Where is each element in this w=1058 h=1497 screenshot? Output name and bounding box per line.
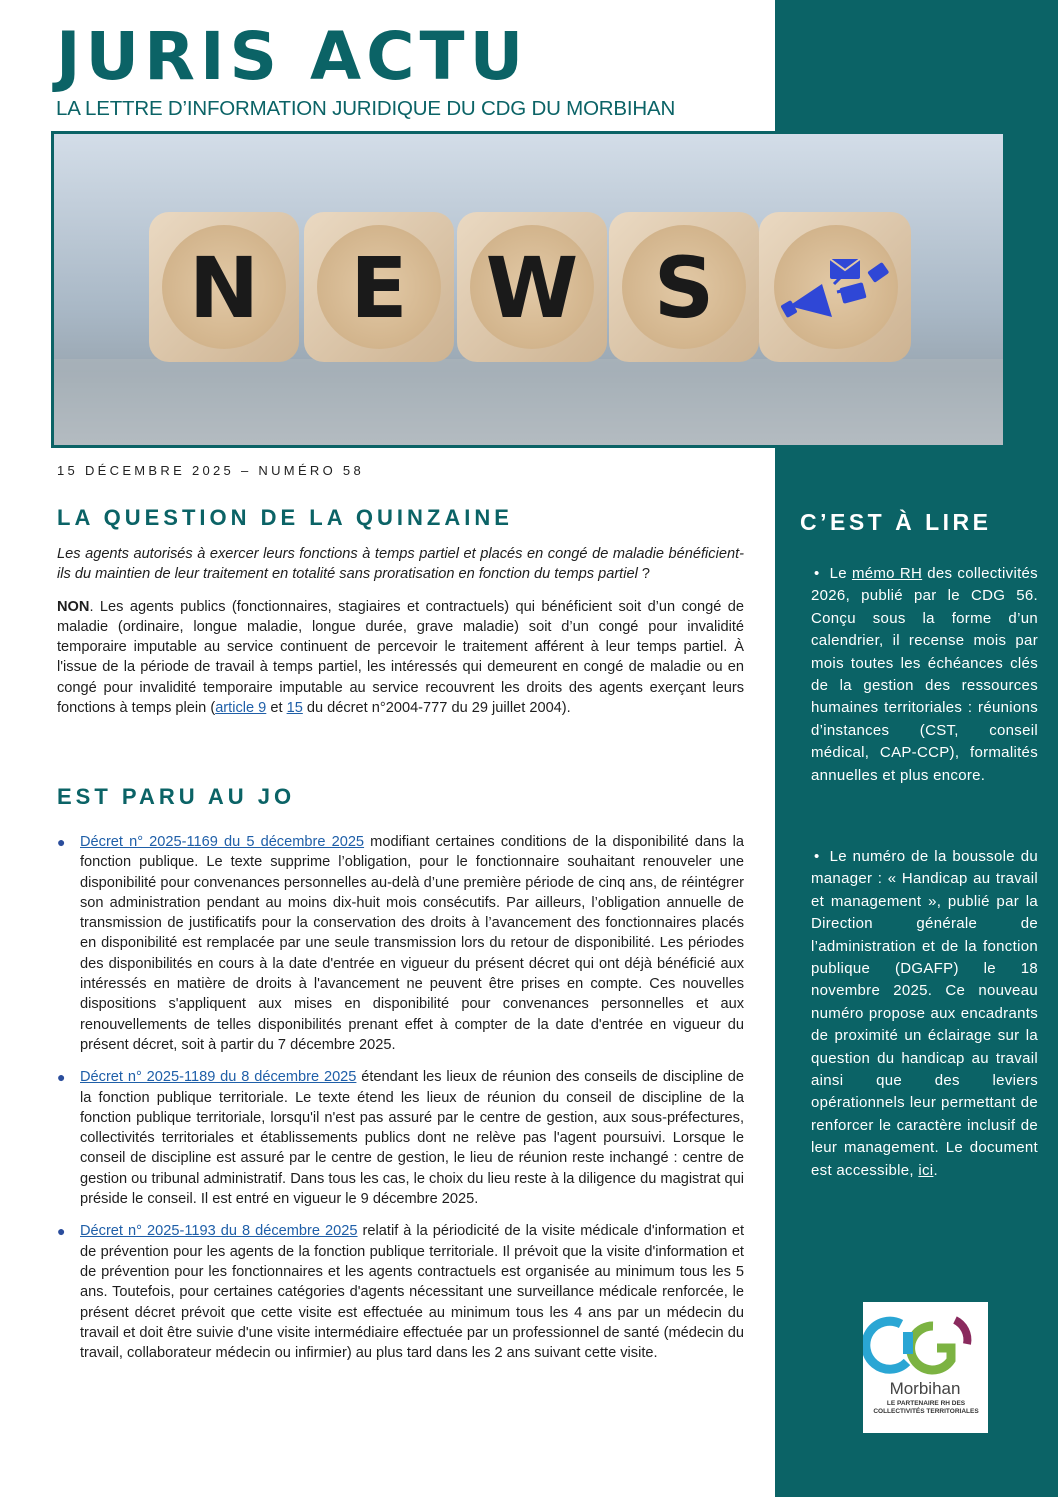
document-link[interactable]: ici [918,1161,934,1179]
issue-date-number: 15 DÉCEMBRE 2025 – NUMÉRO 58 [57,463,364,478]
list-item: ● Décret n° 2025-1189 du 8 décembre 2025 étendant les lieux de réunion des conseils de discipline de la fonction publique territoriale. Le texte étend les lieux de réunion du conseil de discipline de la fonction publique territoriale, lorsqu'il n'est pas assuré par le centre de gestion, aux sous-préfectures, collectivités territoriales et établissements publics dont ne relève pas l'agent poursuivi. Lorsque le conseil de discipline est assuré par le centre de gestion, le lieu de réunion reste inchangé : centre de gestion ou tribunal administratif. Dans tous les cas, le choix du lieu reste à la diligence du magistrat qui préside le conseil. Il est entré en vigueur le 9 décembre 2025. [57,1069,744,1208]
list-item: ● Décret n° 2025-1193 du 8 décembre 2025 relatif à la périodicité de la visite médicale d'information et de prévention pour les agents de la fonction publique territoriale. Il prévoit que la visite d'information et de prévention pour les fonctionnaires et les agents contractuels est organisée au minimum tous les 5 ans. Toutefois, pour certaines catégories d'agents nécessitant une surveillance médicale renforcée, le présent décret prévoit que cette visite est effectuée au minimum tous les 4 ans par un médecin du travail et doit être suivie d'une visite intermédiaire effectuée par un professionnel de santé (médecin du travail, collaborateur médecin ou infirmier) au plus tard dans les 2 ans suivant cette visite. [57,1223,744,1362]
article-15-link[interactable]: 15 [286,700,303,717]
cube-letter-n: N [188,239,260,337]
decree-link[interactable]: Décret n° 2025-1193 du 8 décembre 2025 [80,1223,358,1240]
cube-letter-e: E [350,239,408,337]
answer-lead: NON [57,598,90,615]
bullet-icon: • [814,565,820,582]
cube-letter-w: W [485,239,579,337]
jo-heading: EST PARU AU JO [57,784,296,809]
article-9-link[interactable]: article 9 [215,700,267,717]
sidebar-heading: C’EST À LIRE [800,509,992,535]
bullet-icon: • [814,848,820,865]
sidebar-item-boussole: • Le numéro de la boussole du manager : « Handicap au travail et management », publié par la Direction générale de l’administration et de la fonction publique (DGAFP) le 18 novembre 2025. Ce nouveau numéro propose aux encadrants de proximité un éclairage sur la question du handicap au travail ainsi que des leviers opérationnels leur permettant de renforcer le caractère inclusif de leur management. Le document est accessible, ici. [811,848,1038,1179]
bullet-icon: ● [57,1223,66,1240]
cdg-morbihan-logo [863,1302,988,1433]
decree-link[interactable]: Décret n° 2025-1169 du 5 décembre 2025 [80,834,365,850]
question-heading: LA QUESTION DE LA QUINZAINE [57,505,513,530]
newsletter-subtitle: LA LETTRE D’INFORMATION JURIDIQUE DU CDG DU MORBIHAN [56,97,676,120]
newsletter-title: JURIS ACTU [56,18,529,95]
question-text: Les agents autorisés à exercer leurs fonctions à temps partiel et placés en congé de maladie bénéficient-ils du maintien de leur traitement en totalité sans proratisation en fonction du temps partiel ? [57,546,744,583]
list-item: ● Décret n° 2025-1169 du 5 décembre 2025 modifiant certaines conditions de la disponibilité dans la fonction publique. Le texte supprime l’obligation, pour le fonctionnaire souhaitant renouveler une disponibilité pour convenances personnelles au-delà d’une première période de cinq ans, de réintégrer son administration pendant au moins dix-huit mois consécutifs. Par ailleurs, l’obligation annuelle de transmission de justificatifs pour la conservation des droits à l’avancement des fonctionnaires placés en disponibilité est remplacée par une seule transmission lors du retour de disponibilité. Les périodes des disponibilités en cours à la date d'entrée en vigueur du présent décret qui ont déjà bénéficié aux intéressés en matière de droits à l'avancement ne peuvent être prises en compte. Ces nouvelles dispositions s'appliquent aux mises en disponibilité pour convenances personnelles et aux renouvellements de telles disponibilités prenant effet à compter de la date d'entrée en vigueur du présent décret, soit à partir du 7 décembre 2025. [57,834,744,1053]
jo-list [57,832,744,1375]
sidebar-item-memo: • Le mémo RH des collectivités 2026, publié par le CDG 56. Conçu sous la forme d’un calendrier, il recense mois par mois toutes les échéances clés de la gestion des ressources humaines territoriales : réunions d’instances (CST, conseil médical, CAP-CCP), formalités annuelles et plus encore. [811,565,1038,784]
bullet-icon: ● [57,834,66,850]
cube-letter-s: S [653,239,715,337]
logo-name: Morbihan [889,1379,961,1398]
hero-news-image [51,131,1003,448]
decree-link[interactable]: Décret n° 2025-1189 du 8 décembre 2025 [80,1069,357,1086]
cube-row [149,212,911,362]
answer-text: NON. Les agents publics (fonctionnaires, stagiaires et contractuels) qui bénéficient soit d’un congé de maladie (ordinaire, longue maladie, longue durée, grave maladie) soit d’un congé pour invalidité temporaire imputable au service continuent de percevoir le traitement afférent à leur temps partiel. À l'issue de la période de travail à temps partiel, les intéressés qui demeurent en congé de maladie ou en congé pour invalidité temporaire imputable au service recouvrent les droits des agents exerçant leurs fonctions à temps plein (article 9 et 15 du décret n°2004-777 du 29 juillet 2004). [57,598,744,717]
memo-rh-link[interactable]: mémo RH [851,565,923,582]
bullet-icon: ● [57,1069,66,1086]
logo-tagline: LE PARTENAIRE RH DES COLLECTIVITÉS TERRITORIALES [873,1400,979,1415]
question-block [57,544,744,718]
